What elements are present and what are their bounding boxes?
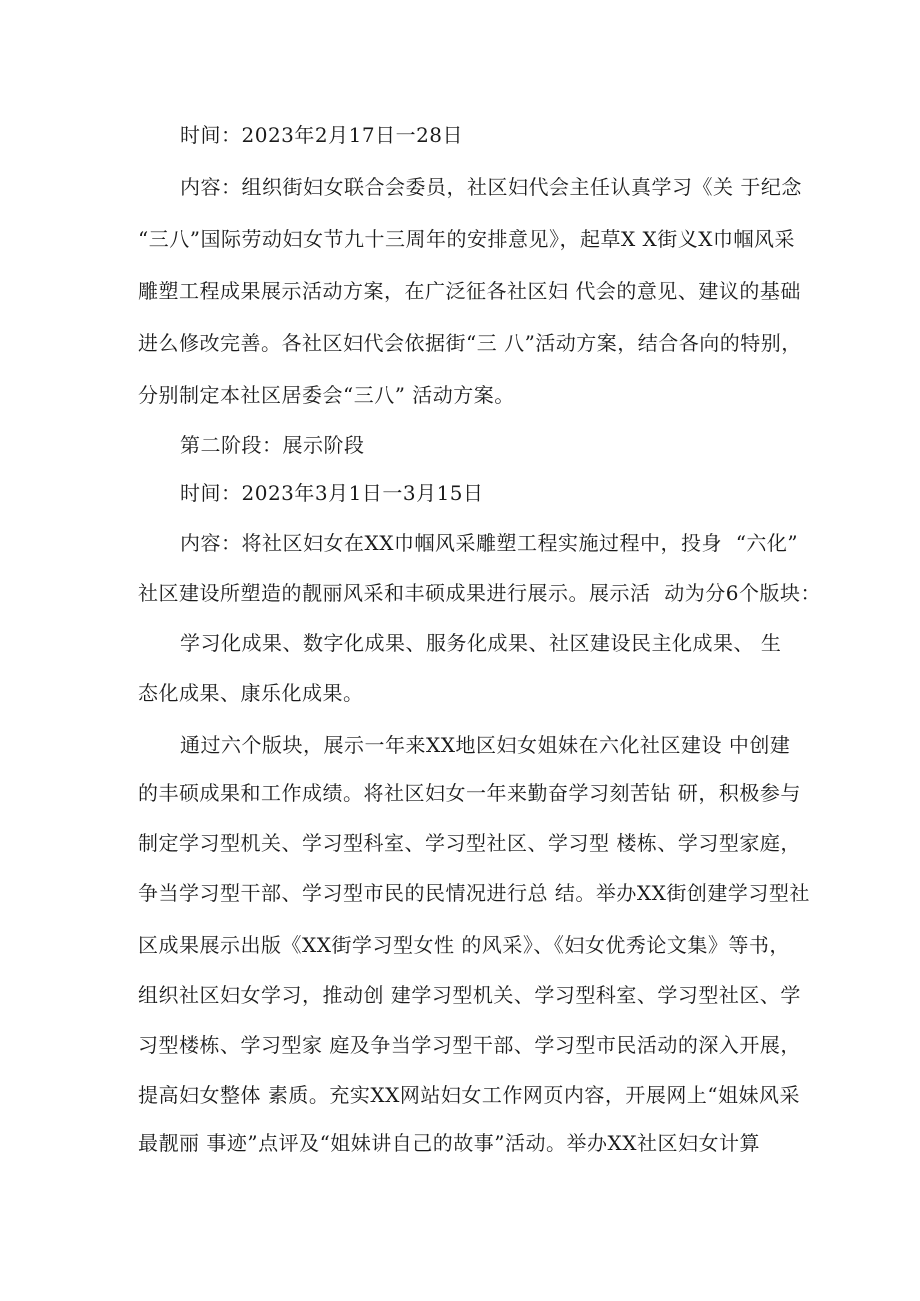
content-paragraph-line: 区成果展示出版《XX街学习型女性 的风采》、《妇女优秀论文集》等书，	[138, 933, 790, 957]
content-paragraph-line: “三八”国际劳动妇女节九十三周年的安排意见》，起草X X街义X巾帼风采	[138, 227, 796, 251]
content-paragraph-line: 组织社区妇女学习，推动创 建学习型机关、学习型科室、学习型社区、学	[138, 983, 801, 1007]
content-paragraph-line: 社区建设所塑造的靓丽风采和丰硕成果进行展示。展示活 动为分6个版块：	[138, 581, 821, 605]
content-paragraph-line: 提高妇女整体 素质。充实XX网站妇女工作网页内容，开展网上“姐妹风采	[138, 1083, 801, 1107]
section-heading-stage-two: 第二阶段：展示阶段	[180, 433, 365, 457]
content-paragraph-line: 内容：组织街妇女联合会委员，社区妇代会主任认真学习《关 于纪念	[180, 175, 802, 199]
content-paragraph-line: 内容：将社区妇女在XX巾帼风采雕塑工程实施过程中，投身 “六化”	[180, 531, 799, 555]
content-paragraph-line: 进么修改完善。各社区妇代会依据街“三 八”活动方案，结合各向的特别，	[138, 331, 802, 355]
time-line-stage-two: 时间：2023年3月1日一3月15日	[180, 481, 484, 505]
content-paragraph-line: 雕塑工程成果展示活动方案，在广泛征各社区妇 代会的意见、建议的基础	[138, 279, 801, 303]
content-paragraph-line: 学习化成果、数字化成果、服务化成果、社区建设民主化成果、 生	[180, 631, 782, 655]
content-paragraph-line: 制定学习型机关、学习型科室、学习型社区、学习型 楼栋、学习型家庭，	[138, 831, 801, 855]
time-line-stage-one: 时间：2023年2月17日一28日	[180, 123, 464, 147]
content-paragraph-line: 习型楼栋、学习型家 庭及争当学习型干部、学习型市民活动的深入开展，	[138, 1033, 801, 1057]
content-paragraph-line: 分别制定本社区居委会“三八” 活动方案。	[138, 383, 515, 407]
content-paragraph-line: 争当学习型干部、学习型市民的民情况进行总 结。举办XX街创建学习型社	[138, 881, 810, 905]
content-paragraph-line: 态化成果、康乐化成果。	[138, 681, 364, 705]
content-paragraph-line: 最靓丽 事迹”点评及“姐妹讲自己的故事”活动。举办XX社区妇女计算	[138, 1131, 761, 1155]
content-paragraph-line: 的丰硕成果和工作成绩。将社区妇女一年来勤奋学习刻苦钻 研，积极参与	[138, 781, 801, 805]
content-paragraph-line: 通过六个版块，展示一年来XX地区妇女姐妹在六化社区建设 中创建	[180, 733, 791, 757]
